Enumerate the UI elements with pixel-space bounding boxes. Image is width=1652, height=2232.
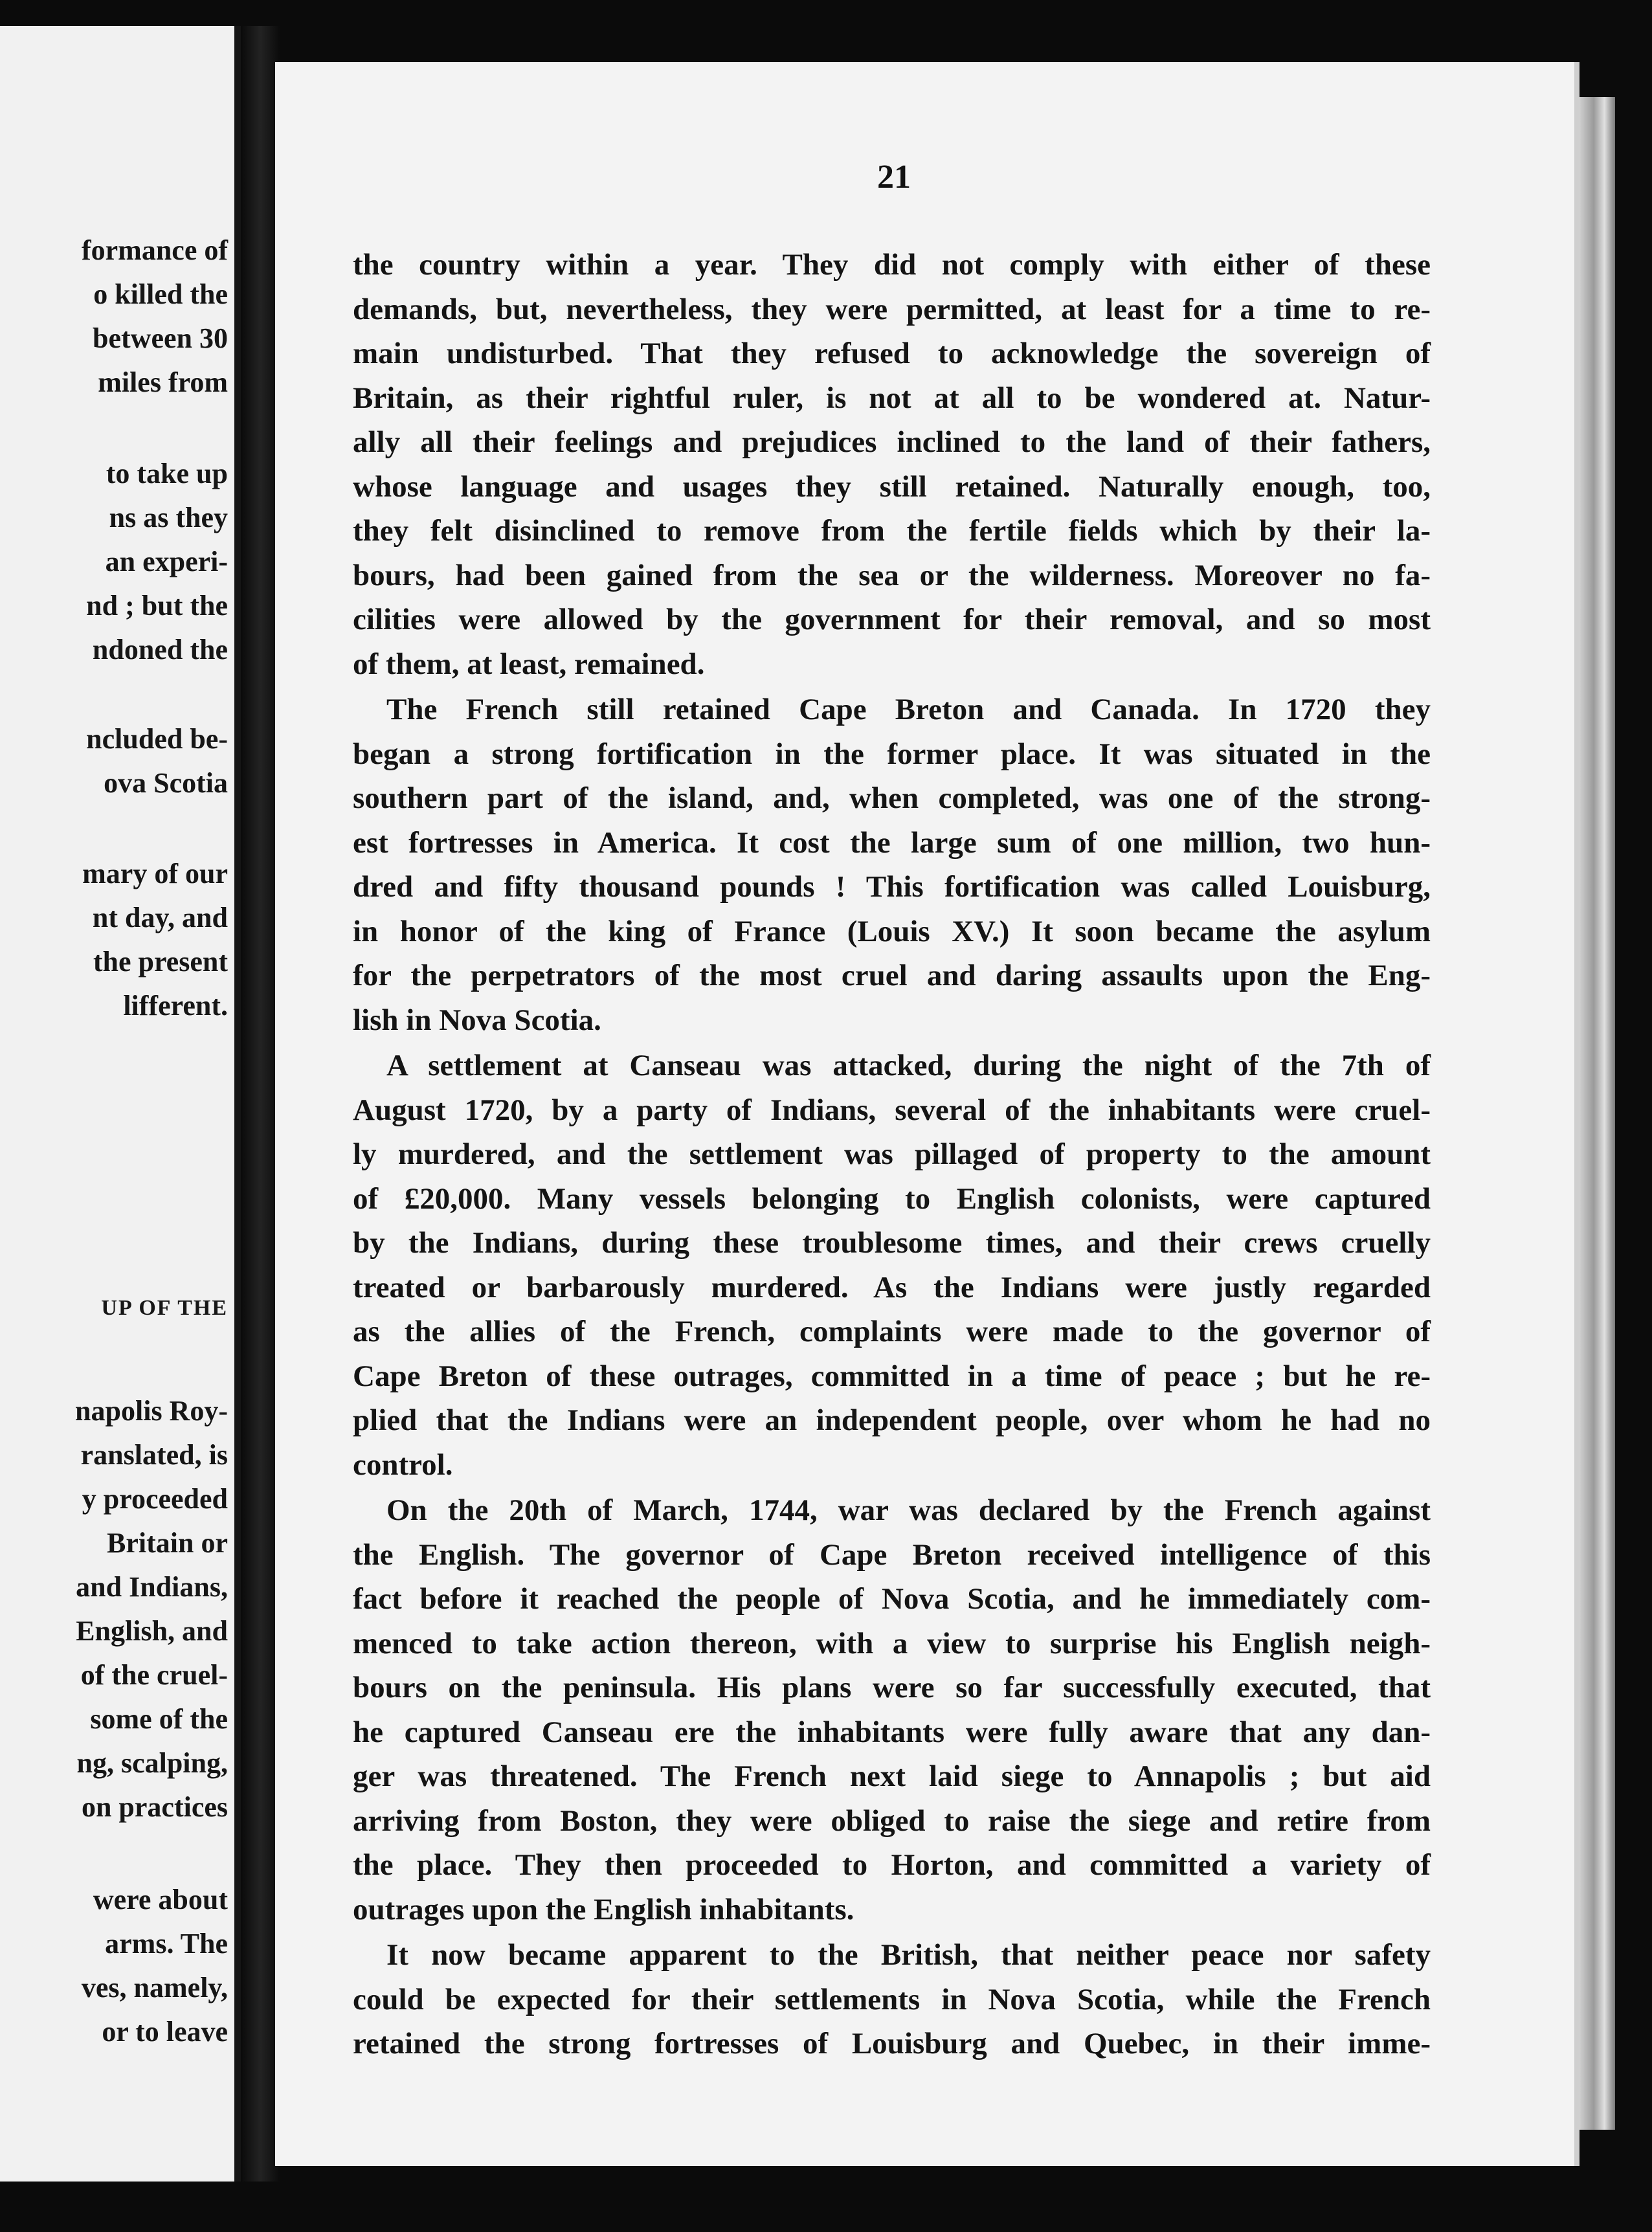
left-text-fragment: some of the <box>90 1703 228 1735</box>
text-line: main undisturbed. That they refused to acknowledge the sovereign of <box>353 337 1431 370</box>
text-line: of them, at least, remained. <box>353 647 705 681</box>
left-text-fragment: ranslated, is <box>80 1439 228 1471</box>
left-text-fragment: ndoned the <box>92 634 228 665</box>
text-line: fact before it reached the people of Nova Scotia, and he immediately com- <box>353 1582 1431 1616</box>
left-text-fragment: nt day, and <box>92 902 228 933</box>
left-text-fragment: arms. The <box>105 1928 228 1959</box>
paragraph-first-line: On the 20th of March, 1744, war was declared by the French against <box>386 1493 1431 1527</box>
text-line: as the allies of the French, complaints were made to the governor of <box>353 1315 1431 1348</box>
left-text-fragment: ns as they <box>109 502 228 533</box>
left-text-fragment: formance of <box>81 234 228 266</box>
text-line: ally all their feelings and prejudices inclined to the land of their fathers, <box>353 425 1431 459</box>
text-line: retained the strong fortresses of Louisburg and Quebec, in their imme- <box>353 2027 1431 2060</box>
text-line: arriving from Boston, they were obliged to raise the siege and retire from <box>353 1803 1431 1838</box>
text-line: lish in Nova Scotia. <box>353 1003 601 1037</box>
page-edge-stack <box>1579 97 1615 2130</box>
text-line: he captured Canseau ere the inhabitants were fully aware that any dan- <box>353 1715 1431 1749</box>
left-text-fragment: nd ; but the <box>86 590 228 621</box>
paragraph-first-line: It now became apparent to the British, that neither peace nor safety <box>386 1938 1431 1972</box>
text-line: plied that the Indians were an independent people, over whom he had no <box>353 1403 1431 1437</box>
text-line: the English. The governor of Cape Breton received intelligence of this <box>353 1537 1431 1572</box>
left-text-fragment: mary of our <box>82 858 228 889</box>
left-text-fragment: y proceeded <box>82 1483 228 1515</box>
left-text-fragment: to take up <box>106 458 228 489</box>
text-line: Britain, as their rightful ruler, is not at all to be wondered at. Natur- <box>353 381 1431 415</box>
text-line: southern part of the island, and, when completed, was one of the strong- <box>353 781 1431 815</box>
left-text-fragment: lifferent. <box>123 990 228 1021</box>
text-line: they felt disinclined to remove from the fertile fields which by their la- <box>353 514 1431 548</box>
text-line: whose language and usages they still retained. Naturally enough, too, <box>353 469 1431 504</box>
left-text-fragment: were about <box>93 1884 228 1915</box>
text-line: began a strong fortification in the former place. It was situated in the <box>353 737 1431 771</box>
book-spine-gutter <box>241 26 280 2182</box>
paragraph-first-line: A settlement at Canseau was attacked, during the night of the 7th of <box>386 1049 1431 1082</box>
text-line: cilities were allowed by the government for their removal, and so most <box>353 603 1431 636</box>
left-text-fragment: and Indians, <box>76 1571 228 1603</box>
text-line: menced to take action thereon, with a view to surprise his English neigh- <box>353 1626 1431 1660</box>
text-line: dred and fifty thousand pounds ! This fortification was called Louisburg, <box>353 870 1431 904</box>
text-line: by the Indians, during these troublesome times, and their crews cruelly <box>353 1226 1431 1260</box>
text-line: Cape Breton of these outrages, committed in a time of peace ; but he re- <box>353 1359 1431 1393</box>
text-line: of £20,000. Many vessels belonging to English colonists, were captured <box>353 1181 1431 1216</box>
left-text-fragment: ova Scotia <box>104 767 228 799</box>
paragraph-first-line: The French still retained Cape Breton and Canada. In 1720 they <box>386 693 1431 726</box>
text-line: the country within a year. They did not comply with either of these <box>353 248 1431 282</box>
page-body-text <box>353 243 1431 2066</box>
text-line: in honor of the king of France (Louis XV.) It soon became the asylum <box>353 914 1431 948</box>
left-text-fragment: o killed the <box>93 278 228 310</box>
left-text-fragment: ncluded be- <box>86 723 228 755</box>
text-line: ly murdered, and the settlement was pillaged of property to the amount <box>353 1137 1431 1171</box>
text-line: bours on the peninsula. His plans were so far successfully executed, that <box>353 1671 1431 1704</box>
text-line: demands, but, nevertheless, they were permitted, at least for a time to re- <box>353 292 1431 326</box>
text-line: bours, had been gained from the sea or the wilderness. Moreover no fa- <box>353 558 1431 592</box>
left-text-fragment: ves, namely, <box>81 1972 228 2003</box>
left-heading-fragment: UP OF THE <box>101 1296 228 1320</box>
left-text-fragment: between 30 <box>93 322 228 354</box>
text-line: control. <box>353 1447 453 1482</box>
text-line: could be expected for their settlements in Nova Scotia, while the French <box>353 1982 1431 2016</box>
text-line: treated or barbarously murdered. As the Indians were justly regarded <box>353 1270 1431 1304</box>
left-text-fragment: on practices <box>81 1791 228 1823</box>
left-text-fragment: or to leave <box>102 2016 228 2048</box>
left-text-fragment: napolis Roy- <box>75 1395 228 1427</box>
left-page-fragment <box>0 26 241 2182</box>
left-text-fragment: the present <box>93 946 228 977</box>
text-line: est fortresses in America. It cost the large sum of one million, two hun- <box>353 825 1431 860</box>
left-text-fragment: ng, scalping, <box>76 1747 228 1779</box>
page-number: 21 <box>877 159 911 195</box>
left-text-fragment: an experi- <box>105 546 228 577</box>
left-text-fragment: miles from <box>98 366 228 398</box>
text-line: outrages upon the English inhabitants. <box>353 1892 854 1926</box>
text-line: for the perpetrators of the most cruel and daring assaults upon the Eng- <box>353 959 1431 992</box>
text-line: August 1720, by a party of Indians, several of the inhabitants were cruel- <box>353 1093 1431 1127</box>
text-line: the place. They then proceeded to Horton, and committed a variety of <box>353 1848 1431 1882</box>
left-text-fragment: Britain or <box>107 1527 228 1559</box>
text-line: ger was threatened. The French next laid siege to Annapolis ; but aid <box>353 1759 1431 1793</box>
left-text-fragment: English, and <box>76 1615 228 1647</box>
left-text-fragment: of the cruel- <box>80 1659 228 1691</box>
